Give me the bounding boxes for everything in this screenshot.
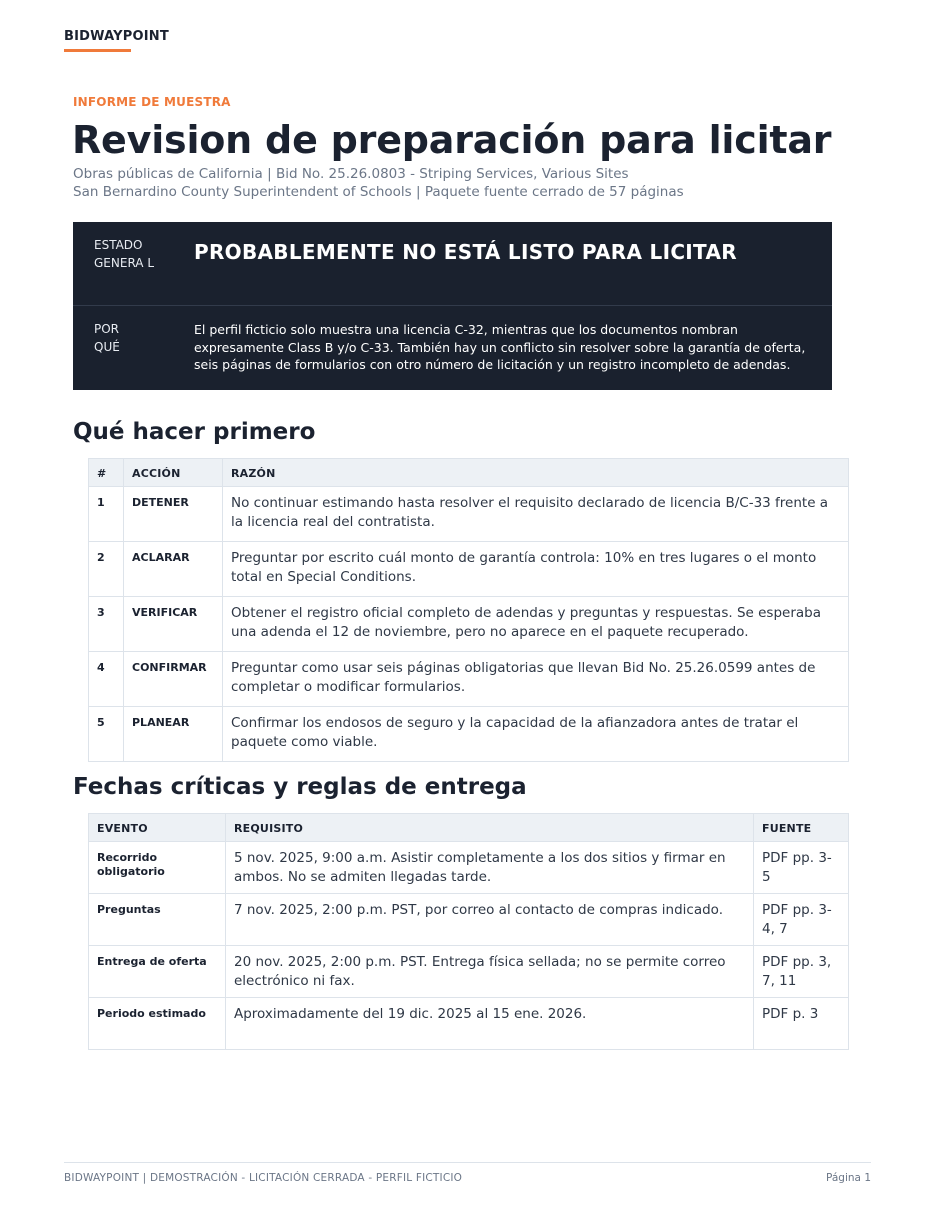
event-source: PDF p. 3 — [754, 998, 849, 1050]
action-number: 5 — [89, 707, 124, 762]
footer-divider — [64, 1162, 871, 1163]
action-reason: Obtener el registro oficial completo de adendas y preguntas y respuestas. Se esperaba una adenda el 12 de noviembre, pero no aparece en el paquete recuperado. — [223, 597, 849, 652]
column-header-requirement: REQUISITO — [226, 814, 754, 842]
dates-table — [88, 813, 849, 1050]
column-header-number: # — [89, 459, 124, 487]
action-name: ACLARAR — [124, 542, 223, 597]
action-number: 1 — [89, 487, 124, 542]
action-reason: No continuar estimando hasta resolver el requisito declarado de licencia B/C-33 frente a la licencia real del contratista. — [223, 487, 849, 542]
footer-text: BIDWAYPOINT | DEMOSTRACIÓN - LICITACIÓN CERRADA - PERFIL FICTICIO — [64, 1172, 463, 1184]
action-number: 3 — [89, 597, 124, 652]
brand-underline — [64, 49, 131, 52]
page-title: Revision de preparación para licitar — [72, 118, 832, 162]
table-row — [89, 894, 849, 946]
table-row — [89, 487, 849, 542]
brand-logo-text: BIDWAYPOINT — [64, 29, 169, 44]
status-why-label: POR QUÉ — [94, 322, 120, 354]
table-row — [89, 707, 849, 762]
table-row — [89, 542, 849, 597]
event-name: Preguntas — [89, 894, 226, 946]
column-header-action: ACCIÓN — [124, 459, 223, 487]
actions-table-header — [89, 459, 849, 487]
table-row — [89, 597, 849, 652]
actions-table — [88, 458, 849, 762]
table-row — [89, 946, 849, 998]
column-header-event: EVENTO — [89, 814, 226, 842]
event-name: Entrega de oferta — [89, 946, 226, 998]
status-why-text: El perfil ficticio solo muestra una licencia C-32, mientras que los documentos nombran expresamente Class B y/o C-33. También hay un conflicto sin resolver sobre la garantía de oferta, seis páginas de formularios con otro número de licitación y un registro incompleto de adendas. — [194, 322, 806, 372]
subtitle-line-1: Obras públicas de California | Bid No. 25.26.0803 - Striping Services, Various Sites — [73, 166, 629, 182]
status-overall-label: ESTADO GENERA L — [94, 238, 154, 270]
event-source: PDF pp. 3, 7, 11 — [754, 946, 849, 998]
column-header-source: FUENTE — [754, 814, 849, 842]
event-name: Recorrido obligatorio — [89, 842, 226, 894]
event-requirement: 5 nov. 2025, 9:00 a.m. Asistir completamente a los dos sitios y firmar en ambos. No se admiten llegadas tarde. — [226, 842, 754, 894]
report-eyebrow: INFORME DE MUESTRA — [73, 95, 231, 109]
subtitle-line-2: San Bernardino County Superintendent of Schools | Paquete fuente cerrado de 57 páginas — [73, 184, 684, 200]
event-source: PDF pp. 3-5 — [754, 842, 849, 894]
action-number: 4 — [89, 652, 124, 707]
page-number: Página 1 — [826, 1172, 871, 1184]
status-panel — [73, 222, 832, 390]
event-requirement: Aproximadamente del 19 dic. 2025 al 15 ene. 2026. — [226, 998, 754, 1050]
table-row — [89, 842, 849, 894]
column-header-reason: RAZÓN — [223, 459, 849, 487]
action-reason: Confirmar los endosos de seguro y la capacidad de la afianzadora antes de tratar el paquete como viable. — [223, 707, 849, 762]
action-name: DETENER — [124, 487, 223, 542]
action-number: 2 — [89, 542, 124, 597]
event-source: PDF pp. 3-4, 7 — [754, 894, 849, 946]
table-row — [89, 998, 849, 1050]
action-name: PLANEAR — [124, 707, 223, 762]
status-overall-row — [73, 222, 832, 306]
action-name: CONFIRMAR — [124, 652, 223, 707]
actions-heading: Qué hacer primero — [73, 419, 316, 445]
dates-heading: Fechas críticas y reglas de entrega — [73, 774, 527, 800]
event-requirement: 7 nov. 2025, 2:00 p.m. PST, por correo al contacto de compras indicado. — [226, 894, 754, 946]
table-row — [89, 652, 849, 707]
event-name: Periodo estimado — [89, 998, 226, 1050]
action-reason: Preguntar como usar seis páginas obligatorias que llevan Bid No. 25.26.0599 antes de completar o modificar formularios. — [223, 652, 849, 707]
status-headline: PROBABLEMENTE NO ESTÁ LISTO PARA LICITAR — [194, 240, 737, 264]
dates-table-header — [89, 814, 849, 842]
event-requirement: 20 nov. 2025, 2:00 p.m. PST. Entrega física sellada; no se permite correo electrónico ni fax. — [226, 946, 754, 998]
action-reason: Preguntar por escrito cuál monto de garantía controla: 10% en tres lugares o el monto total en Special Conditions. — [223, 542, 849, 597]
action-name: VERIFICAR — [124, 597, 223, 652]
